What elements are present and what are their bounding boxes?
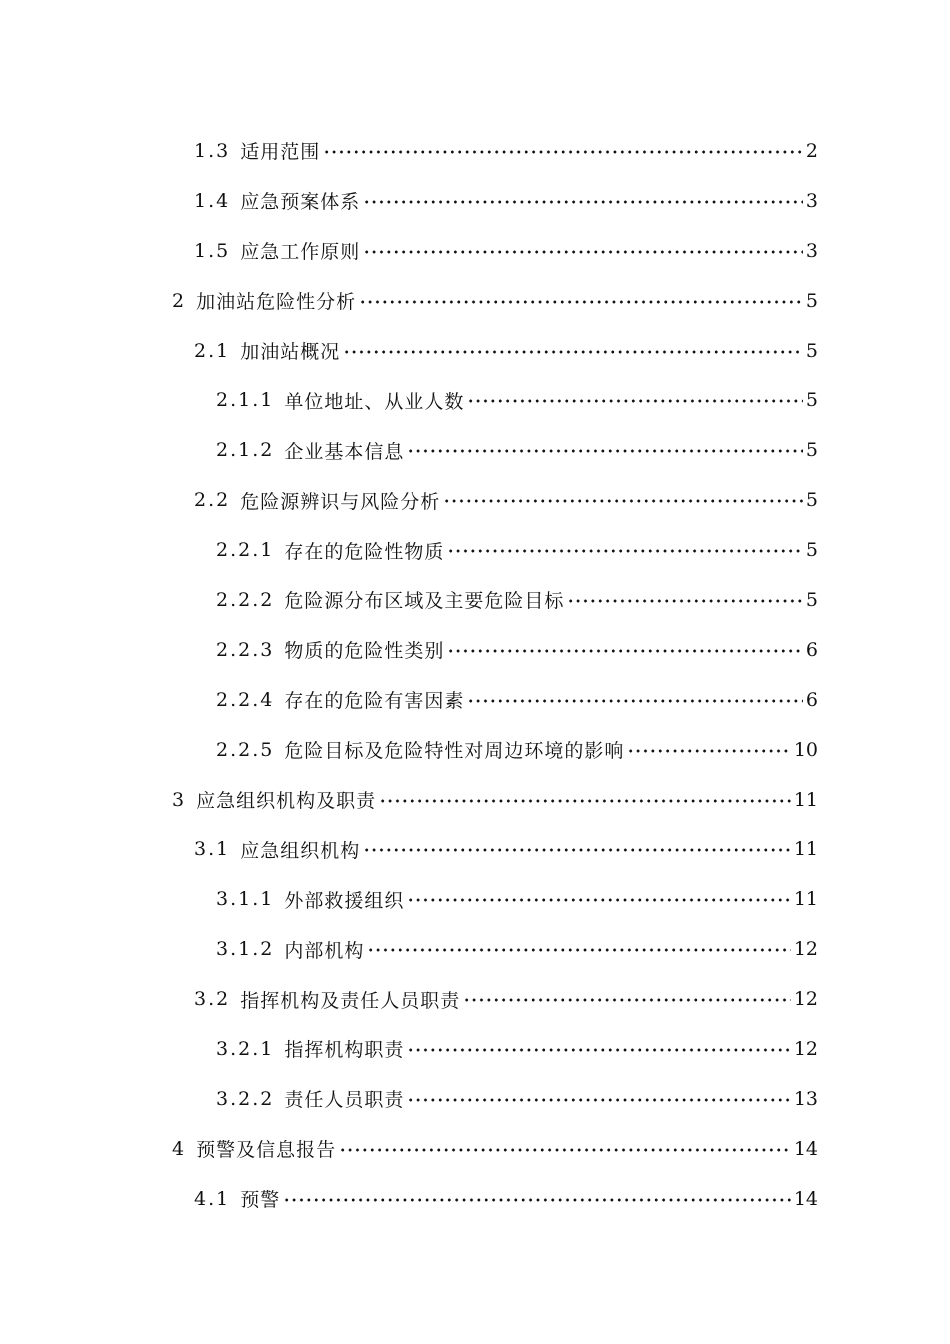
toc-dot-leader [407, 1098, 790, 1102]
toc-entry-title: 预警 [240, 1189, 281, 1212]
toc-dot-leader [443, 499, 803, 503]
toc-entry-number: 3.1.2 [216, 938, 275, 961]
toc-entry-number: 4 [172, 1137, 187, 1160]
toc-entry-page-number: 5 [805, 389, 818, 412]
toc-entry-page-number: 5 [805, 339, 818, 362]
toc-entry-number: 2.1.1 [216, 389, 275, 412]
toc-entry-title: 存在的危险性物质 [284, 540, 445, 563]
toc-entry[interactable] [0, 425, 950, 475]
toc-entry[interactable] [0, 575, 950, 625]
toc-dot-leader [379, 799, 791, 803]
toc-entry-page-number: 12 [793, 938, 818, 961]
toc-entry[interactable] [0, 675, 950, 725]
toc-entry-line [216, 636, 818, 663]
toc-entry-title: 存在的危险有害因素 [284, 690, 465, 713]
toc-entry-page-number: 12 [793, 988, 818, 1011]
toc-entry-title: 应急组织机构 [240, 839, 361, 862]
toc-entry-title: 加油站概况 [240, 341, 341, 363]
toc-entry-line [216, 437, 818, 464]
toc-entry-number: 1.5 [194, 239, 231, 262]
toc-entry-number: 2.2.1 [216, 539, 275, 562]
toc-entry[interactable] [0, 525, 950, 575]
toc-entry[interactable] [0, 1174, 950, 1224]
toc-entry-line [216, 1035, 818, 1062]
toc-entry[interactable] [0, 375, 950, 425]
toc-entry-line [194, 1185, 818, 1212]
toc-dot-leader [359, 300, 803, 304]
toc-dot-leader [627, 749, 790, 753]
toc-entry-page-number: 13 [793, 1087, 818, 1110]
toc-entry-page-number: 11 [793, 888, 818, 911]
toc-entry-line [216, 537, 818, 564]
toc-entry-line [216, 586, 818, 613]
toc-entry-title: 预警及信息报告 [196, 1139, 337, 1162]
toc-entry-page-number: 3 [805, 189, 818, 212]
toc-entry-line [172, 786, 818, 813]
toc-entry-number: 2.2.3 [216, 638, 275, 661]
toc-entry[interactable] [0, 1024, 950, 1074]
toc-dot-leader [363, 848, 791, 852]
toc-dot-leader [407, 898, 790, 902]
toc-dot-leader [343, 350, 803, 354]
toc-entry-page-number: 14 [793, 1187, 818, 1210]
toc-entry-line [194, 337, 818, 364]
toc-entry-title: 指挥机构职责 [284, 1039, 405, 1062]
toc-dot-leader [407, 449, 803, 453]
toc-entry[interactable] [0, 226, 950, 276]
toc-entry-page-number: 5 [805, 439, 818, 462]
toc-entry[interactable] [0, 176, 950, 226]
toc-entry-page-number: 5 [805, 489, 818, 512]
toc-entry-title: 外部救援组织 [284, 889, 405, 912]
toc-entry-page-number: 10 [793, 738, 818, 761]
toc-entry[interactable] [0, 1124, 950, 1174]
toc-entry[interactable] [0, 326, 950, 376]
toc-dot-leader [447, 549, 803, 553]
toc-entry[interactable] [0, 1074, 950, 1124]
toc-entry-number: 2.1 [194, 339, 231, 362]
toc-entry-line [216, 387, 818, 414]
toc-entry-page-number: 5 [805, 539, 818, 562]
toc-entry[interactable] [0, 924, 950, 974]
toc-entry[interactable] [0, 974, 950, 1024]
toc-entry-title: 危险目标及危险特性对周边环境的影响 [284, 740, 625, 763]
toc-dot-leader [363, 200, 803, 204]
toc-entry-page-number: 12 [793, 1037, 818, 1060]
toc-entry-line [194, 836, 818, 863]
toc-entry-number: 2.2.2 [216, 588, 275, 611]
toc-dot-leader [339, 1148, 791, 1152]
toc-entry[interactable] [0, 475, 950, 525]
toc-entry-number: 2.2 [194, 489, 231, 512]
toc-entry-number: 2.2.5 [216, 738, 275, 761]
table-of-contents [0, 126, 950, 1224]
toc-entry-page-number: 2 [805, 139, 818, 162]
toc-entry-page-number: 6 [805, 638, 818, 661]
toc-entry-line [216, 936, 818, 963]
toc-entry-line [216, 736, 818, 763]
toc-entry-number: 2.1.2 [216, 439, 275, 462]
toc-entry-number: 3.2.1 [216, 1037, 275, 1060]
toc-entry-line [216, 686, 818, 713]
toc-entry-number: 2.2.4 [216, 688, 275, 711]
toc-entry-line [194, 237, 818, 264]
toc-entry[interactable] [0, 625, 950, 675]
toc-dot-leader [467, 399, 803, 403]
toc-entry-page-number: 3 [805, 239, 818, 262]
toc-entry[interactable] [0, 775, 950, 825]
toc-dot-leader [407, 1048, 790, 1052]
toc-entry-number: 2 [172, 289, 187, 312]
toc-entry-title: 应急预案体系 [240, 191, 361, 214]
toc-dot-leader [363, 250, 803, 254]
toc-entry-number: 3 [172, 788, 187, 811]
toc-dot-leader [323, 150, 803, 154]
toc-entry-page-number: 5 [805, 588, 818, 611]
toc-entry-line [194, 187, 818, 214]
toc-entry-page-number: 6 [805, 688, 818, 711]
toc-entry-number: 3.1.1 [216, 888, 275, 911]
toc-entry-line [194, 986, 818, 1013]
toc-entry-line [216, 886, 818, 913]
toc-entry-number: 4.1 [194, 1187, 231, 1210]
toc-dot-leader [283, 1198, 791, 1202]
toc-entry[interactable] [0, 126, 950, 176]
toc-entry-title: 加油站危险性分析 [196, 291, 357, 314]
toc-entry-number: 3.2 [194, 988, 231, 1011]
toc-entry-number: 3.2.2 [216, 1087, 275, 1110]
toc-dot-leader [567, 599, 803, 603]
toc-entry-page-number: 11 [793, 788, 818, 811]
toc-entry-title: 物质的危险性类别 [284, 640, 445, 663]
toc-entry-line [172, 287, 818, 314]
toc-entry-title: 指挥机构及责任人员职责 [240, 989, 461, 1012]
toc-dot-leader [447, 649, 803, 653]
toc-entry-number: 3.1 [194, 838, 231, 861]
toc-dot-leader [467, 699, 803, 703]
toc-entry-title: 危险源分布区域及主要危险目标 [284, 590, 565, 613]
toc-entry[interactable] [0, 725, 950, 775]
toc-entry-number: 1.4 [194, 189, 231, 212]
toc-entry[interactable] [0, 276, 950, 326]
toc-entry-title: 责任人员职责 [284, 1089, 405, 1112]
toc-entry[interactable] [0, 874, 950, 924]
toc-entry-line [194, 487, 818, 514]
toc-entry-page-number: 11 [793, 838, 818, 861]
toc-entry-title: 应急组织机构及职责 [196, 790, 377, 813]
toc-entry-line [172, 1135, 818, 1162]
toc-entry-title: 单位地址、从业人数 [284, 390, 465, 413]
toc-entry-page-number: 14 [793, 1137, 818, 1160]
toc-entry-line [216, 1085, 818, 1112]
toc-entry-title: 企业基本信息 [284, 440, 405, 463]
toc-entry-number: 1.3 [194, 139, 231, 162]
toc-entry-title: 危险源辨识与风险分析 [240, 490, 441, 513]
toc-entry-title: 内部机构 [284, 939, 365, 962]
toc-entry-page-number: 5 [805, 289, 818, 312]
toc-entry-title: 应急工作原则 [240, 241, 361, 264]
toc-entry-line [194, 137, 818, 164]
toc-entry[interactable] [0, 824, 950, 874]
toc-entry-title: 适用范围 [240, 141, 321, 164]
toc-dot-leader [463, 998, 791, 1002]
toc-dot-leader [367, 948, 790, 952]
